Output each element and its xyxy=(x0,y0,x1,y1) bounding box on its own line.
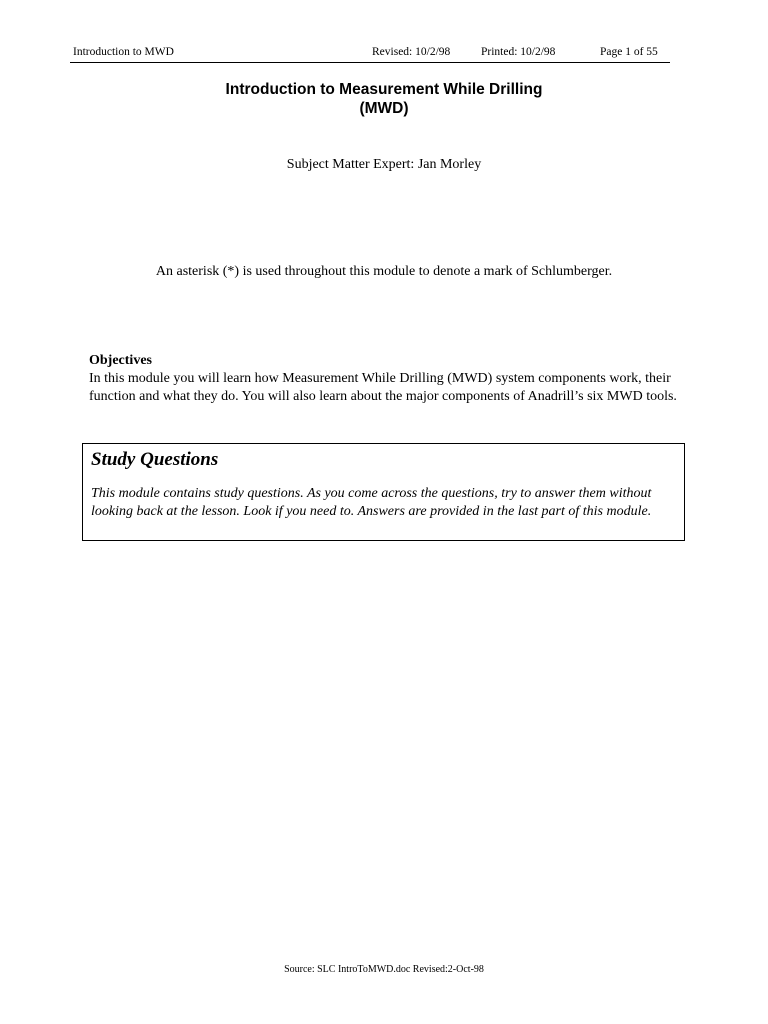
study-questions-body: This module contains study questions. As you come across the questions, try to answer them without looking back at the lesson. Look if you need to. Answers are provided in the last part of this module. xyxy=(91,486,652,519)
document-title-line1: Introduction to Measurement While Drilling xyxy=(225,81,543,98)
page-header xyxy=(70,46,670,63)
page-footer: Source: SLC IntroToMWD.doc Revised:2-Oct-98 xyxy=(284,964,484,975)
study-questions-heading: Study Questions xyxy=(91,449,219,470)
header-page-number: Page 1 of 55 xyxy=(600,46,658,58)
trademark-note: An asterisk (*) is used throughout this module to denote a mark of Schlumberger. xyxy=(155,264,613,279)
objectives-heading: Objectives xyxy=(89,353,152,368)
objectives-body: In this module you will learn how Measurement While Drilling (MWD) system components work, their function and what they do. You will also learn about the major components of Anadrill’s six MWD tools. xyxy=(89,371,677,404)
document-title-line2: (MWD) xyxy=(359,100,409,117)
study-questions-box xyxy=(82,443,685,541)
header-revised-date: Revised: 10/2/98 xyxy=(372,46,451,58)
header-doc-title: Introduction to MWD xyxy=(73,46,174,58)
document-title xyxy=(0,80,768,118)
objectives-section xyxy=(89,352,689,406)
subject-matter-expert: Subject Matter Expert: Jan Morley xyxy=(286,157,482,172)
header-printed-date: Printed: 10/2/98 xyxy=(481,46,556,58)
